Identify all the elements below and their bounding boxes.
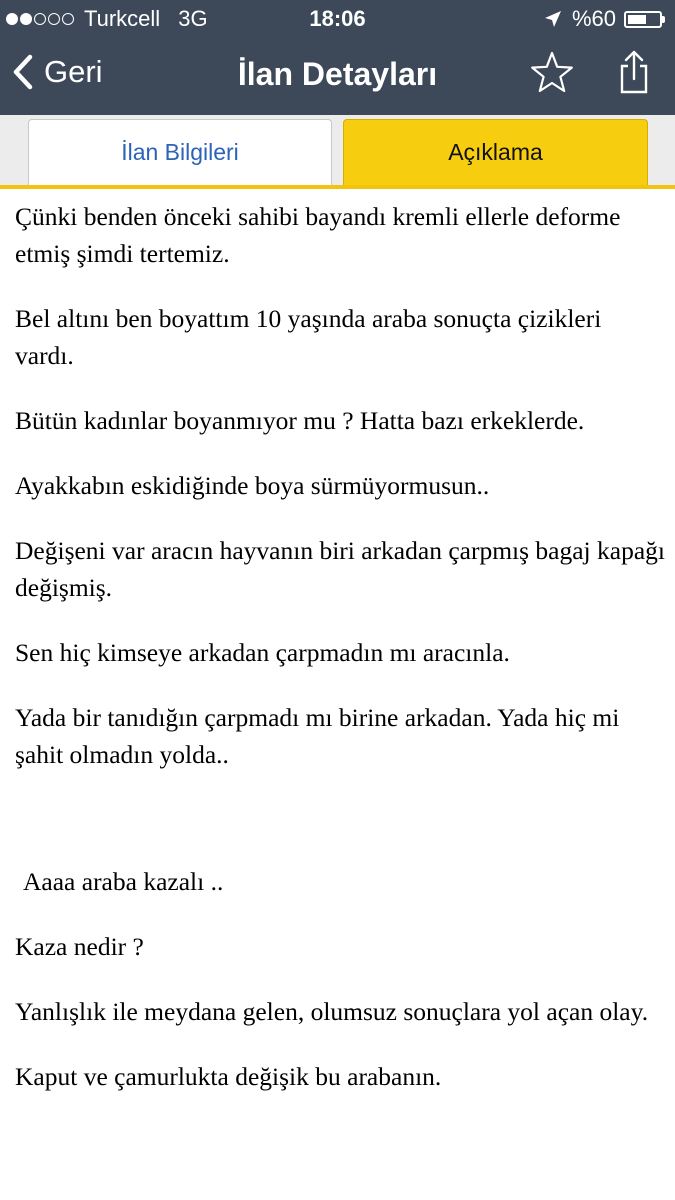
network-type: 3G [178, 6, 208, 31]
description-paragraph: Aaaa araba kazalı .. [23, 867, 224, 896]
description-paragraph: Kaza nedir ? [15, 932, 144, 961]
description-paragraph: Kaput ve çamurlukta değişik bu arabanın. [15, 1062, 442, 1091]
tab-ilan-bilgileri[interactable]: İlan Bilgileri [28, 119, 332, 185]
description-paragraph: Bel altını ben boyattım 10 yaşında araba sonuçta çizikleri vardı. [15, 304, 602, 370]
description-paragraph: Bütün kadınlar boyanmıyor mu ? Hatta bazı erkeklerde. [15, 406, 585, 435]
status-right [544, 6, 665, 32]
description-paragraph: Çünki benden önceki sahibi bayandı kremli ellerle deforme etmiş şimdi tertemiz. [15, 202, 621, 268]
share-button[interactable] [614, 48, 654, 101]
navigation-bar [0, 36, 675, 115]
description-paragraph: Sen hiç kimseye arkadan çarpmadın mı aracınla. [15, 638, 510, 667]
carrier-name: Turkcell [84, 6, 161, 31]
description-paragraph: Değişeni var aracın hayvanın biri arkadan çarpmış bagaj kapağı değişmiş. [15, 536, 665, 602]
description-paragraph: Ayakkabın eskidiğinde boya sürmüyormusun.. [15, 471, 490, 500]
status-bar [0, 0, 675, 36]
battery-percent: %60 [571, 6, 616, 31]
header [0, 0, 675, 115]
battery-icon [624, 11, 665, 28]
tab-aciklama[interactable]: Açıklama [343, 119, 648, 185]
star-icon [530, 50, 574, 94]
description-paragraph: Yanlışlık ile meydana gelen, olumsuz sonuçlara yol açan olay. [15, 997, 649, 1026]
share-icon [614, 48, 654, 96]
description-paragraph: Yada bir tanıdığın çarpmadı mı birine arkadan. Yada hiç mi şahit olmadın yolda.. [15, 703, 620, 769]
back-label: Geri [44, 54, 103, 89]
tab-bar [0, 115, 675, 189]
favorite-button[interactable] [530, 50, 574, 99]
location-arrow-icon [544, 10, 562, 28]
description-content [15, 198, 665, 1123]
status-time: 18:06 [309, 6, 366, 31]
page-title: İlan Detayları [237, 56, 438, 92]
